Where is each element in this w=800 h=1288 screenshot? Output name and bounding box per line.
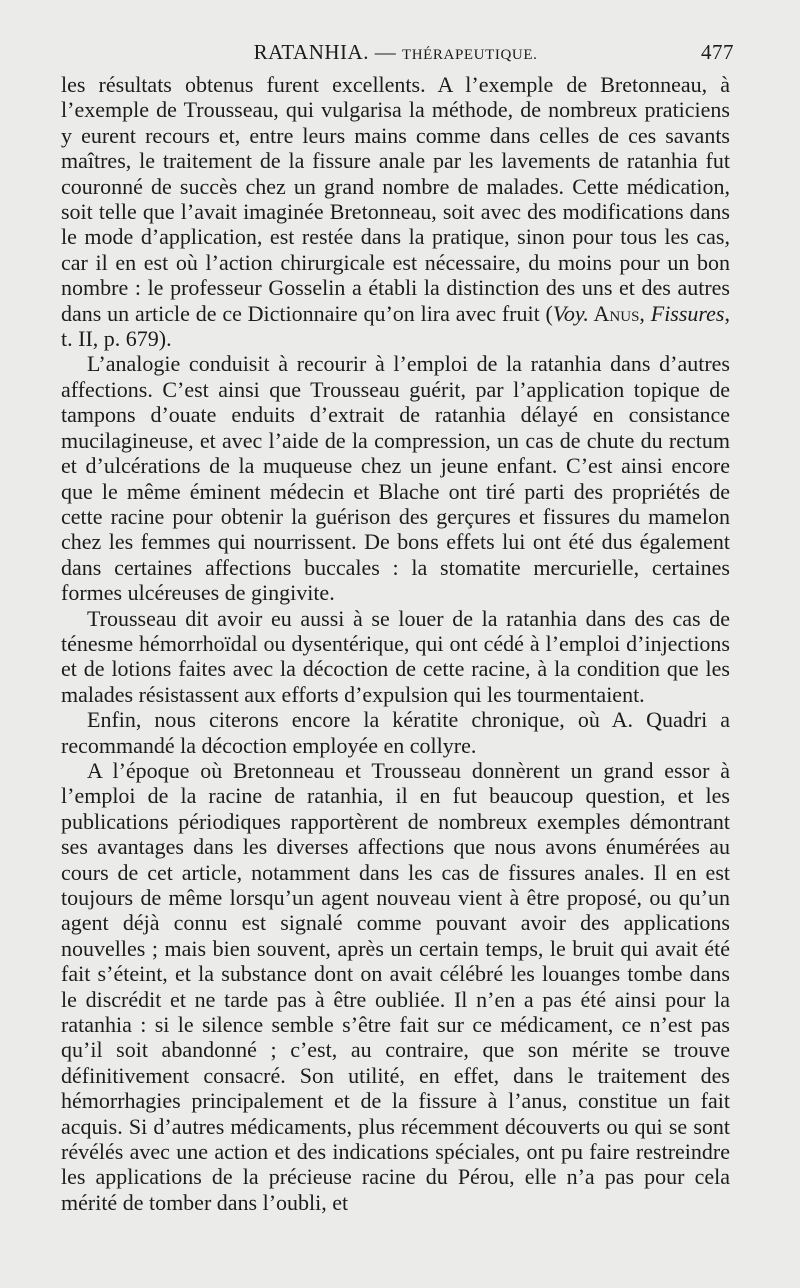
paragraph-1-fissures: Fissures — [650, 300, 725, 326]
paragraph-2: L’analogie conduisit à recourir à l’emploi de la ratanhia dans d’autres affections. C’est ainsi que Trousseau guérit, par l’application topique de tampons d’ouate enduits d’extrait de ratanhia délayé en consistance mucilagineuse, et avec l’aide de la compression, un cas de chute du rectum et d’ulcérations de la muqueuse chez un jeune enfant. C’est ainsi encore que le même éminent médecin et Blache ont tiré parti des propriétés de cette racine pour obtenir la guérison des gerçures et fissures du mamelon chez les femmes qui nourrissent. De bons effets lui ont été dus également dans certaines affections buccales : la stomatite mercurielle, certaines formes ulcéreuses de gingivite. — [61, 351, 730, 606]
paragraph-1-reference: , t. II, p. 679). — [61, 300, 730, 352]
header-separator: — — [368, 40, 402, 64]
paragraph-1-anus: Anus — [588, 300, 640, 326]
paragraph-1 — [61, 72, 730, 351]
paragraph-4: Enfin, nous citerons encore la kératite chronique, où A. Quadri a recommandé la décoction employée en collyre. — [61, 707, 730, 758]
running-header — [61, 40, 734, 68]
header-title-main: RATANHIA. — [253, 40, 369, 64]
running-title — [61, 40, 730, 65]
body-text — [61, 72, 730, 1215]
paragraph-1-comma: , — [639, 300, 651, 326]
paragraph-5: A l’époque où Bretonneau et Trousseau donnèrent un grand essor à l’emploi de la racine de ratanhia, il en fut beaucoup question, et les publications périodiques rapportèrent de nombreux exemples démontrant ses avantages dans les diverses affections que nous avons énumérées au cours de cet article, notamment dans les cas de fissures anales. Il en est toujours de même lorsqu’un agent nouveau vient à être proposé, ou qu’un agent déjà connu est signalé comme pouvant avoir des applications nouvelles ; mais bien souvent, après un certain temps, le bruit qui avait été fait s’éteint, et la substance dont on avait célébré les louanges tombe dans le discrédit et ne tarde pas à être oubliée. Il n’en a pas été ainsi pour la ratanhia : si le silence semble s’être fait sur ce médicament, ce n’est pas qu’il soit abandonné ; c’est, au contraire, que son mérite se trouve définitivement consacré. Son utilité, en effet, dans le traitement des hémorrhagies principalement et de la fissure à l’anus, constitue un fait acquis. Si d’autres médicaments, plus récemment découverts ou qui se sont révélés avec une action et des indications spéciales, ont pu faire restreindre les applications de la précieuse racine du Pérou, elle n’a pas pour cela mérité de tomber dans l’oubli, et — [61, 757, 730, 1215]
paragraph-3: Trousseau dit avoir eu aussi à se louer de la ratanhia dans des cas de ténesme hémorrhoïdal ou dysentérique, qui ont cédé à l’emploi d’injections et de lotions faites avec la décoction de cette racine, à la condition que les malades résistassent aux efforts d’expulsion qui les tourmentaient. — [61, 605, 730, 707]
page-number: 477 — [701, 40, 734, 64]
paragraph-1-voy: Voy. — [552, 300, 589, 326]
paragraph-1-text: les résultats obtenus furent excellents. A l’exemple de Bretonneau, à l’exemple de Trousseau, qui vulgarisa la méthode, de nombreux praticiens y eurent recours et, entre leurs mains comme dans celles de ces savants maîtres, le traitement de la fissure anale par les lavements de ratanhia fut couronné de succès chez un grand nombre de malades. Cette médication, soit telle que l’avait imaginée Bretonneau, soit avec des modifications dans le mode d’application, est restée dans la pratique, sinon pour tous les cas, car il en est où l’action chirurgicale est nécessaire, du moins pour un bon nombre : le professeur Gosselin a établi la distinction des uns et des autres dans un article de ce Dictionnaire qu’on lira avec fruit ( — [61, 72, 730, 326]
header-title-sub: THÉRAPEUTIQUE. — [401, 47, 538, 63]
